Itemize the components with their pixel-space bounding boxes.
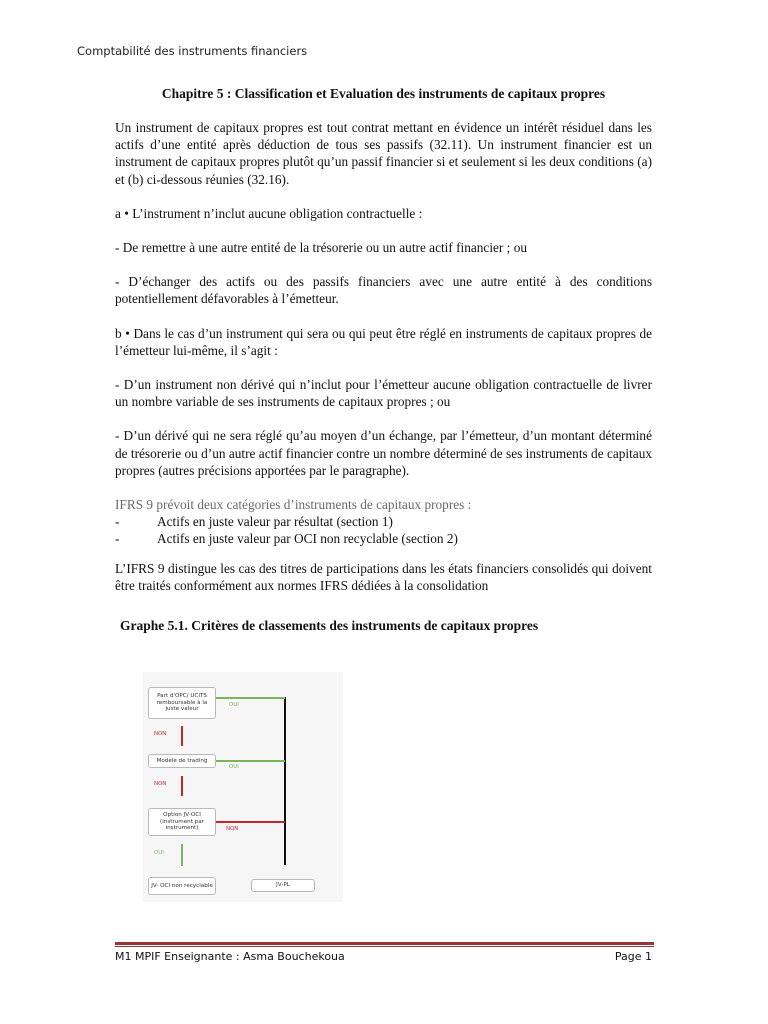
footer-rule-thin: [115, 946, 654, 947]
footer-page-number: Page 1: [614, 950, 652, 963]
consolidation-paragraph: L’IFRS 9 distingue les cas des titres de participations dans les états financiers consolidés qui doivent être traités conformément aux normes IFRS dédiées à la consolidation: [115, 560, 652, 593]
condition-a-item-2: - D’échanger des actifs ou des passifs financiers avec une autre entité à des conditions potentiellement défavorables à l’émetteur.: [115, 274, 652, 307]
running-header: Comptabilité des instruments financiers: [77, 44, 308, 58]
connector-oui-3: [181, 844, 183, 866]
ifrs-categories-intro: IFRS 9 prévoit deux catégories d’instruments de capitaux propres :: [115, 497, 472, 513]
list-dash: -: [115, 514, 120, 530]
footer-rule-thick: [115, 942, 654, 945]
label-oui-1: OUI: [229, 702, 239, 708]
graph-title: Graphe 5.1. Critères de classements des instruments de capitaux propres: [120, 618, 539, 633]
condition-b: b • Dans le cas d’un instrument qui sera ou qui peut être réglé en instruments de capitaux propres de l’émetteur lui-même, il s’agit :: [115, 325, 652, 358]
box-jv-oci-non-recyclable: JV- OCI non recyclable: [148, 877, 216, 895]
box-opc: Part d'OPC/ UCITS remboursable à la juste valeur: [148, 687, 216, 719]
category-item: [115, 530, 652, 547]
intro-paragraph: Un instrument de capitaux propres est tout contrat mettant en évidence un intérêt résiduel dans les actifs d’une entité après déduction de tous ses passifs (32.11). Un instrument financier est un instrument de capitaux propres plutôt qu’un passif financier si et seulement si les deux conditions (a) et (b) ci-dessous réunies (32.16).: [115, 120, 652, 187]
label-oui-2: OUI: [229, 764, 239, 770]
body-text: [115, 119, 652, 594]
connector-non-1: [181, 726, 183, 746]
label-non-3: NON: [226, 826, 239, 832]
connector-non-2: [181, 776, 183, 796]
footer-author: M1 MPIF Enseignante : Asma Bouchekoua: [115, 950, 345, 963]
box-trading-model: Modèle de trading: [148, 754, 216, 768]
chapter-title: Chapitre 5 : Classification et Evaluation des instruments de capitaux propres: [161, 86, 606, 101]
category-item: [115, 513, 652, 530]
label-non-1: NON: [154, 731, 167, 737]
condition-b-item-2: - D’un dérivé qui ne sera réglé qu’au moyen d’un échange, par l’émetteur, d’un montant déterminé de trésorerie ou d’un autre actif financier contre un nombre déterminé de ses instruments de capitaux propres (autres précisions apportées par le paragraphe).: [115, 428, 652, 478]
condition-b-item-1: - D’un instrument non dérivé qui n’inclut pour l’émetteur aucune obligation contractuelle de livrer un nombre variable de ses instruments de capitaux propres ; ou: [115, 377, 652, 410]
category-text: Actifs en juste valeur par OCI non recyclable (section 2): [157, 531, 458, 547]
condition-a-item-1: - De remettre à une autre entité de la trésorerie ou un autre actif financier ; ou: [115, 240, 527, 256]
condition-a: a • L’instrument n’inclut aucune obligation contractuelle :: [115, 205, 423, 221]
connector-non-3: [216, 821, 285, 823]
classification-flowchart: [143, 672, 343, 902]
label-oui-3: OUI: [154, 850, 164, 856]
list-dash: -: [115, 531, 120, 547]
category-text: Actifs en juste valeur par résultat (section 1): [157, 514, 393, 530]
main-vertical-line: [284, 697, 286, 865]
box-jv-oci-option: Option JV-OCI (instrument par instrument): [148, 808, 216, 836]
connector-oui-1: [216, 697, 285, 699]
label-non-2: NON: [154, 781, 167, 787]
connector-oui-2: [216, 760, 285, 762]
box-jv-pl: JV-PL: [251, 879, 315, 892]
